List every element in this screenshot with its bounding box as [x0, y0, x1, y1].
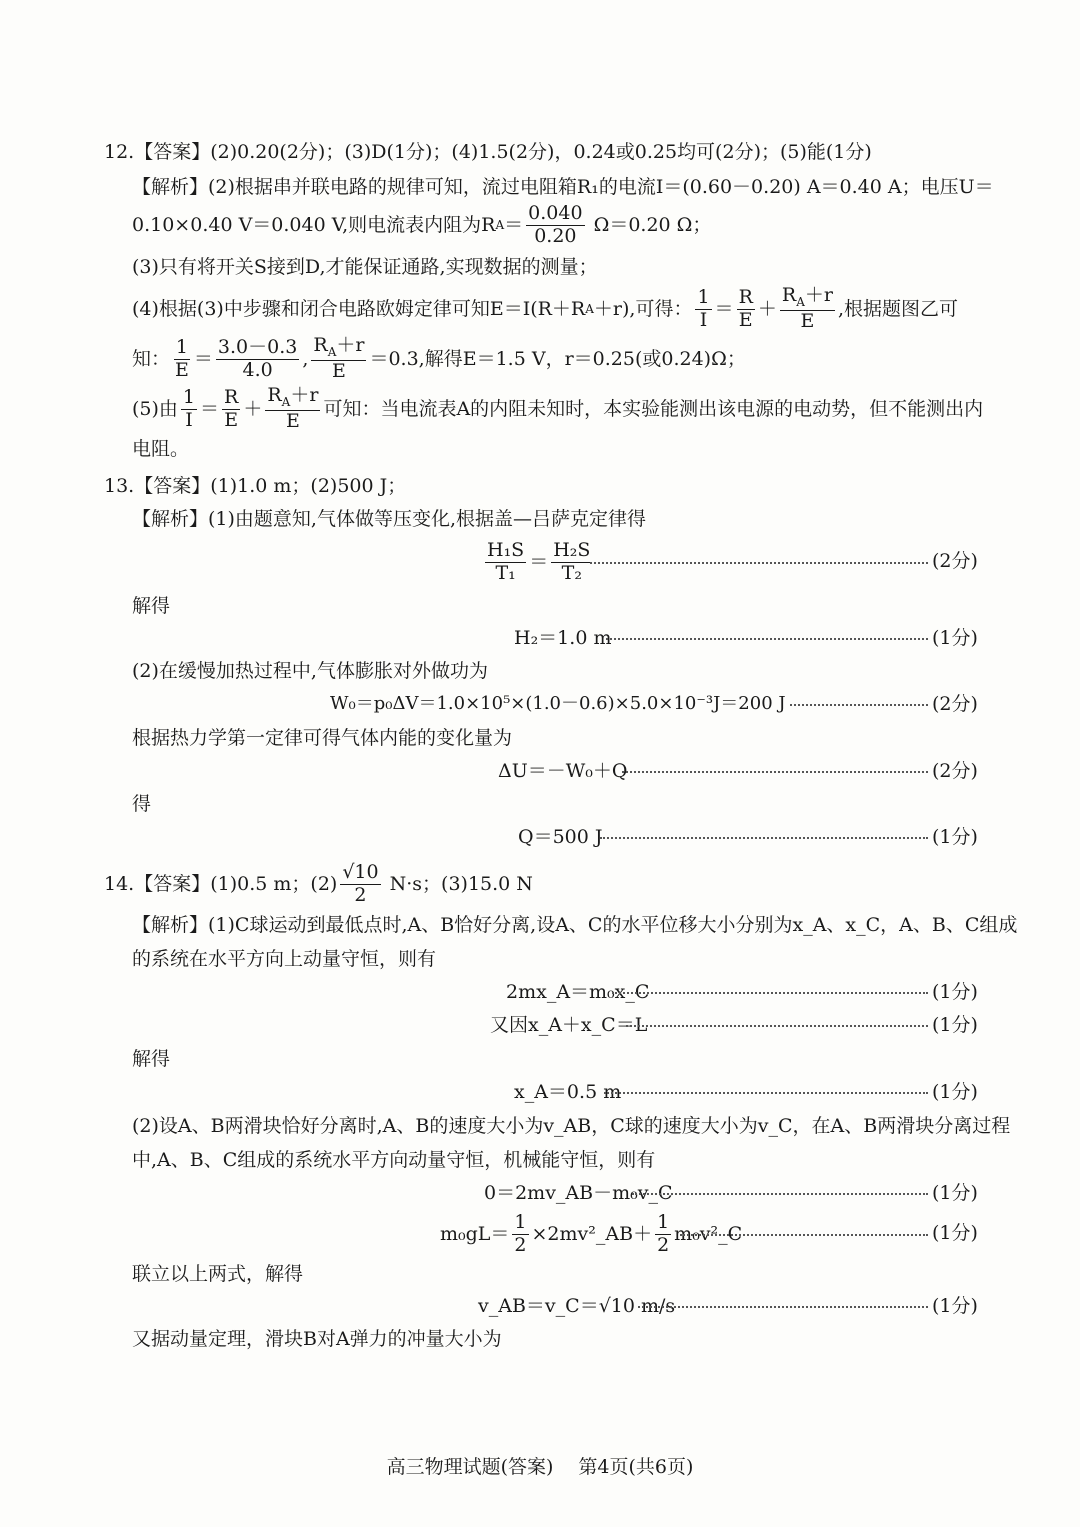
q14-answer-fraction: $\frac{√10}{2}$ — [342, 860, 379, 906]
q12-analysis-line-1: 【解析】(2)根据串并联电路的规律可知，流过电阻箱R₁的电流I＝(0.60－0.20) A＝0.40 A；电压U＝ — [132, 176, 994, 198]
q12-line5-text-a: 知： — [132, 347, 171, 370]
q12-analysis-line-2 — [132, 201, 712, 247]
q13-eq2: H₂＝1.0 m — [514, 627, 612, 649]
q12-frac-R-over-E: $\frac{R}{E}$ — [738, 285, 753, 331]
q13-eq1-left-fraction: $\frac{\text{H₁S}}{\text{T₁}}$ — [487, 538, 525, 584]
q14-eq5-a: m₀gL＝ — [440, 1222, 510, 1245]
q14-eq6-score: (1分) — [932, 1295, 978, 1317]
q13-answer: 13.【答案】(1)1.0 m；(2)500 J； — [104, 475, 407, 497]
q12-frac-1-over-I: $\frac{1}{I}$ — [697, 285, 710, 331]
q12-frac-slope: $\frac{3.0-0.3}{4.0}$ — [217, 335, 298, 381]
q12-line6-text-a: (5)由 — [132, 397, 178, 420]
q12-line2-eq: ＝ — [504, 213, 524, 236]
q14-eq3: x_A＝0.5 m — [514, 1081, 622, 1103]
q12-line6-text-b: 可知：当电流表A的内阻未知时，本实验能测出该电源的电动势，但不能测出内 — [323, 397, 984, 420]
q13-eq5-score: (1分) — [932, 826, 978, 848]
q12-answer: 12.【答案】(2)0.20(2分)；(3)D(1分)；(4)1.5(2分)，0.24或0.25均可(2分)；(5)能(1分) — [104, 141, 872, 163]
q14-eq4: 0＝2mv_AB－m₀v_C — [484, 1182, 673, 1204]
q12-line4-text-a2: ＋r),可得： — [593, 297, 693, 320]
q13-eq4-score: (2分) — [932, 760, 978, 782]
q14-analysis-line-1: 【解析】(1)C球运动到最低点时,A、B恰好分离,设A、C的水平位移大小分别为x_A、x_C，A、B、C组成 — [132, 914, 1018, 936]
q14-eq6: v_AB＝v_C＝√10 m/s — [478, 1295, 676, 1317]
q13-law: 根据热力学第一定律可得气体内能的变化量为 — [132, 727, 513, 749]
q12-line4-text-a: (4)根据(3)中步骤和闭合电路欧姆定律可知E＝I(R＋R — [132, 297, 586, 320]
q12-analysis-line-3: (3)只有将开关S接到D,才能保证通路,实现数据的测量； — [132, 256, 598, 278]
q13-de: 得 — [132, 793, 152, 815]
q14-eq3-score: (1分) — [932, 1081, 978, 1103]
q13-eq5: Q＝500 J — [518, 826, 603, 848]
q13-eq1-score: (2分) — [932, 550, 978, 572]
q12-frac-1-over-E: $\frac{1}{E}$ — [175, 335, 189, 381]
q14-eq2-score: (1分) — [932, 1014, 978, 1036]
q13-eq1: $\frac{\text{H₁S}}{\text{T₁}}$ ＝ $\frac{\text{H₂S}}{\text{T₂}}$ — [487, 538, 591, 584]
q12-line2-text-b: Ω＝0.20 Ω； — [593, 213, 712, 236]
q12-frac-RA-r-over-E-2: $\frac{R_A+r}{E}$ — [313, 334, 365, 382]
q12-frac-R-over-E-2: $\frac{R}{E}$ — [224, 385, 239, 431]
q14-eq5-score: (1分) — [932, 1222, 978, 1244]
q14-answer — [104, 862, 533, 906]
q13-eq3-score: (2分) — [932, 693, 978, 715]
q14-answer-b: N·s；(3)15.0 N — [389, 872, 533, 895]
q14-analysis-line-2: 的系统在水平方向上动量守恒，则有 — [132, 948, 437, 970]
q14-eq2: 又因x_A＋x_C＝L — [490, 1014, 648, 1036]
q12-analysis-line-5: 知： $\frac{1}{E}$ ＝ $\frac{3.0-0.3}{4.0}$ , $\frac{R_A+r}{E}$ ＝0.3,解得E＝1.5 V，r＝0.25(或0.24)Ω； — [132, 334, 746, 382]
q12-ra-denominator: 0.20 — [534, 224, 577, 247]
q14-eq5-half-2: $\frac{1}{2}$ — [657, 1210, 670, 1256]
q14-part2-line-1: (2)设A、B两滑块恰好分离时,A、B的速度大小为v_AB，C球的速度大小为v_C，在A、B两滑块分离过程 — [132, 1115, 1011, 1137]
q14-eq1-score: (1分) — [932, 981, 978, 1003]
q14-last-line: 又据动量定理，滑块B对A弹力的冲量大小为 — [132, 1328, 502, 1350]
q14-eq5-half-1: $\frac{1}{2}$ — [514, 1210, 527, 1256]
q14-jie-1: 解得 — [132, 1048, 171, 1070]
q14-eq1: 2mx_A＝m₀x_C — [506, 981, 650, 1003]
q13-eq1-right-fraction: $\frac{\text{H₂S}}{\text{T₂}}$ — [553, 538, 591, 584]
q14-lianli: 联立以上两式，解得 — [132, 1263, 304, 1285]
q14-answer-a: 14.【答案】(1)0.5 m；(2) — [104, 872, 338, 895]
q12-ra-numerator: 0.040 — [528, 201, 583, 224]
q12-analysis-line-6: (5)由 $\frac{1}{I}$ ＝ $\frac{R}{E}$ ＋ $\frac{R_A+r}{E}$ 可知：当电流表A的内阻未知时，本实验能测出该电源的电动势，但不能测出内 — [132, 384, 984, 432]
q12-line2-sub: A — [495, 218, 505, 232]
q12-ra-fraction — [526, 201, 584, 247]
q12-analysis-line-7: 电阻。 — [132, 438, 190, 460]
q12-line5-text-b: ＝0.3,解得E＝1.5 V，r＝0.25(或0.24)Ω； — [369, 347, 746, 370]
q14-eq5-b: ×2mv²_AB＋ — [531, 1222, 653, 1245]
page-footer: 高三物理试题(答案) 第4页(共6页) — [386, 1456, 694, 1478]
q12-line2-text-a: 0.10×0.40 V＝0.040 V,则电流表内阻为R — [132, 213, 496, 236]
q12-analysis-line-4: (4)根据(3)中步骤和闭合电路欧姆定律可知E＝I(R＋R A ＋r),可得： $\frac{1}{I}$ ＝ $\frac{R}{E}$ ＋ $\frac{R_A+r}{E}$ ,根据题图乙可 — [132, 284, 959, 332]
q13-jie-1: 解得 — [132, 595, 171, 617]
q12-line4-text-b: ,根据题图乙可 — [837, 297, 959, 320]
q12-frac-RA-r-over-E-3: $\frac{R_A+r}{E}$ — [267, 384, 319, 432]
q14-part2-line-2: 中,A、B、C组成的系统水平方向动量守恒，机械能守恒，则有 — [132, 1149, 656, 1171]
q12-frac-RA-r-over-E: $\frac{R_A+r}{E}$ — [781, 284, 833, 332]
q14-eq4-score: (1分) — [932, 1182, 978, 1204]
q14-eq5-c: m₀v²_C — [674, 1222, 743, 1245]
q13-analysis-line-1: 【解析】(1)由题意知,气体做等压变化,根据盖—吕萨克定律得 — [132, 508, 646, 530]
q13-eq2-score: (1分) — [932, 627, 978, 649]
q13-eq4: ΔU＝－W₀＋Q — [498, 760, 628, 782]
q13-part2: (2)在缓慢加热过程中,气体膨胀对外做功为 — [132, 660, 488, 682]
q12-frac-1-over-I-2: $\frac{1}{I}$ — [182, 385, 196, 431]
q13-eq3: W₀＝p₀ΔV＝1.0×10⁵×(1.0－0.6)×5.0×10⁻³J＝200 J — [330, 693, 786, 714]
